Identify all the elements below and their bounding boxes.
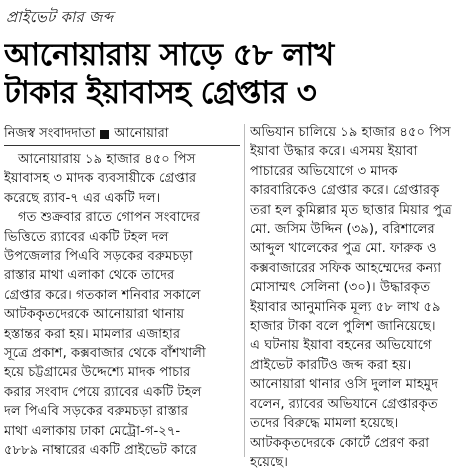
body-line: ইয়াবার আনুমানিক মূল্য ৫৮ লাখ ৫৯ — [250, 299, 441, 315]
byline-divider — [4, 145, 240, 146]
body-line: হাজার টাকা বলে পুলিশ জানিয়েছে। — [250, 319, 436, 335]
headline — [4, 36, 472, 112]
body-line: হয়েছে। — [250, 454, 289, 470]
body-line: অভিযান চালিয়ে ১৯ হাজার ৪৫০ পিস — [250, 125, 451, 140]
body-line: আনোয়ারায় ১৯ হাজার ৪৫০ পিস — [18, 152, 196, 167]
body-line: আব্দুল খালেকের পুত্র মো. ফারুক ও — [250, 241, 437, 257]
body-line: মো. জসিম উদ্দিন (৩৯), বরিশালের — [250, 222, 435, 238]
body-line: উপজেলার পিএবি সড়কের বরুমচড়া — [4, 249, 193, 265]
body-line: ইয়াবা উদ্ধার করে। এসময় ইয়াবা — [250, 144, 418, 160]
body-line: প্রাইভেট কারটিও জব্দ করা হয়। — [250, 357, 412, 373]
headline-line-1: আনোয়ারায় সাড়ে ৫৮ লাখ — [4, 37, 334, 73]
body-line: মাথা এলাকায় ঢাকা মেট্রো-গ-২৭- — [4, 423, 181, 439]
body-line: আটককৃতদেরকে আনোয়ারা থানায় — [4, 307, 185, 323]
body-line: আনোয়ারা থানার ওসি দুলাল মাহমুদ — [250, 377, 439, 393]
kicker: প্রাইভেট কার জব্দ — [6, 8, 114, 26]
body-line: কক্সবাজারের সফিক আহম্মেদের কন্যা — [250, 260, 442, 276]
body-line: তদের বিরুদ্ধে মামলা হয়েছে। — [250, 416, 399, 432]
body-line: তরা হল কুমিল্লার মৃত ছাত্তার মিয়ার পুত্র — [250, 202, 452, 218]
body-line: আটককৃতদেরকে কোর্টে প্রেরণ করা — [250, 435, 430, 451]
body-line: পাচারের অভিযোগে ৩ মাদক — [250, 163, 398, 179]
body-line: গ্রেপ্তার করে। গতকাল শনিবার সকালে — [4, 287, 201, 303]
body-line: এ ঘটনায় ইয়াবা বহনের অভিযোগে — [250, 338, 432, 354]
body-line: বলেন, র‍্যাবের অভিযানে গ্রেপ্তারকৃত — [250, 396, 438, 412]
byline — [4, 124, 242, 144]
body-line: ভিত্তিতে র‍্যাবের একটি টহল দল — [4, 229, 169, 245]
byline-location: আনোয়ারা — [114, 125, 169, 141]
column-divider — [244, 124, 245, 457]
headline-line-2: টাকার ইয়াবাসহ গ্রেপ্তার ৩ — [4, 75, 317, 111]
body-line: দল পিএবি সড়কের বরুমচড়া রাস্তার — [4, 404, 189, 420]
square-bullet-icon — [100, 130, 109, 139]
body-line: মোসাম্মৎ সেলিনা (৩০)। উদ্ধারকৃত — [250, 280, 431, 296]
body-line: ৫৮৮৯ নাম্বারের একটি প্রাইভেট কারে — [4, 443, 197, 459]
body-line: করার সংবাদ পেয়ে র‍্যাবের একটি টহল — [4, 384, 202, 400]
body-line: হয়ে চট্টগ্রামের উদ্দেশ্যে মাদক পাচার — [4, 365, 191, 381]
article-right-column — [250, 123, 471, 472]
body-line: গত শুক্রবার রাতে গোপন সংবাদের — [18, 210, 201, 226]
body-line: হস্তান্তর করা হয়। মামলার এজাহার — [4, 326, 181, 342]
byline-reporter: নিজস্ব সংবাদদাতা — [4, 125, 96, 141]
body-line: সূত্রে প্রকাশ, কক্সবাজার থেকে বাঁশখালী — [4, 346, 206, 362]
body-line: ইয়াবাসহ ৩ মাদক ব্যবসায়ীকে গ্রেপ্তার — [4, 171, 197, 187]
body-line: কারবারিকেও গ্রেপ্তার করে। গ্রেপ্তারকৃ — [250, 183, 440, 199]
article-left-column — [4, 150, 240, 461]
body-line: করেছে র‍্যাব-৭ এর একটি দল। — [4, 190, 161, 206]
body-line: রাস্তার মাথা এলাকা থেকে তাদের — [4, 268, 175, 284]
